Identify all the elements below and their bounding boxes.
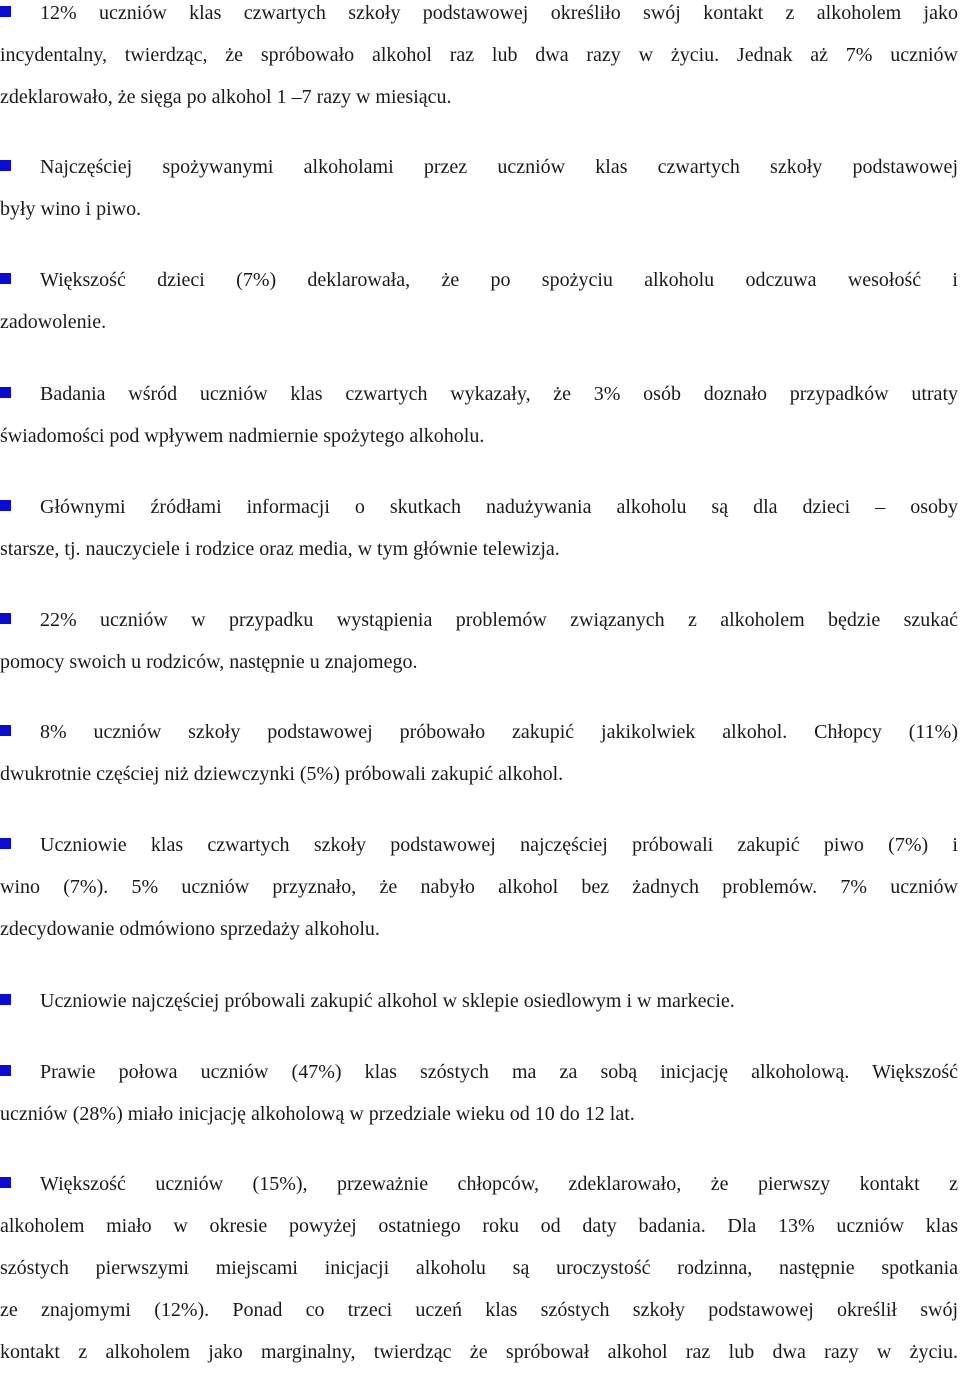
paragraph-5-line-2: starsze, tj. nauczyciele i rodzice oraz media, w tym głównie telewizja. <box>0 538 560 560</box>
square-bullet-icon <box>0 725 11 736</box>
paragraph-11-line-5: kontakt z alkoholem jako marginalny, twierdząc że spróbował alkohol raz lub dwa razy w życiu. <box>0 1341 958 1363</box>
square-bullet-icon <box>0 838 11 849</box>
paragraph-1-line-2: incydentalny, twierdząc, że spróbowało alkohol raz lub dwa razy w życiu. Jednak aż 7% uczniów <box>0 44 958 66</box>
paragraph-line <box>0 259 958 301</box>
paragraph-5 <box>0 486 958 570</box>
paragraph-3-line-1: Większość dzieci (7%) deklarowała, że po spożyciu alkoholu odczuwa wesołość i <box>40 269 958 291</box>
paragraph-3 <box>0 259 958 343</box>
paragraph-line <box>0 599 958 641</box>
square-bullet-icon <box>0 1065 11 1076</box>
paragraph-11-line-4: ze znajomymi (12%). Ponad co trzeci uczeń klas szóstych szkoły podstawowej określił swój <box>0 1299 958 1321</box>
paragraph-10-line-1: Prawie połowa uczniów (47%) klas szóstych ma za sobą inicjację alkoholową. Większość <box>40 1061 958 1083</box>
paragraph-line <box>0 1051 958 1093</box>
paragraph-4-line-2: świadomości pod wpływem nadmiernie spożytego alkoholu. <box>0 425 485 447</box>
paragraph-line <box>0 0 958 34</box>
paragraph-line <box>0 146 958 188</box>
paragraph-1-line-3: zdeklarowało, że sięga po alkohol 1 –7 razy w miesiącu. <box>0 86 452 108</box>
paragraph-6 <box>0 599 958 683</box>
paragraph-4 <box>0 373 958 457</box>
paragraph-2 <box>0 146 958 230</box>
paragraph-7-line-2: dwukrotnie częściej niż dziewczynki (5%) próbowali zakupić alkohol. <box>0 763 564 785</box>
paragraph-6-line-1: 22% uczniów w przypadku wystąpienia problemów związanych z alkoholem będzie szukać <box>40 609 958 631</box>
paragraph-6-line-2: pomocy swoich u rodziców, następnie u znajomego. <box>0 651 418 673</box>
paragraph-5-line-1: Głównymi źródłami informacji o skutkach nadużywania alkoholu są dla dzieci – osoby <box>40 496 958 518</box>
square-bullet-icon <box>0 273 11 284</box>
paragraph-3-line-2: zadowolenie. <box>0 311 107 333</box>
paragraph-line <box>0 373 958 415</box>
paragraph-9-line-1: Uczniowie najczęściej próbowali zakupić alkohol w sklepie osiedlowym i w markecie. <box>40 990 735 1012</box>
paragraph-4-line-1: Badania wśród uczniów klas czwartych wykazały, że 3% osób doznało przypadków utraty <box>40 383 958 405</box>
paragraph-8-line-1: Uczniowie klas czwartych szkoły podstawowej najczęściej próbowali zakupić piwo (7%) i <box>40 834 958 856</box>
paragraph-7-line-1: 8% uczniów szkoły podstawowej próbowało zakupić jakikolwiek alkohol. Chłopcy (11%) <box>40 721 958 743</box>
paragraph-1-line-1: 12% uczniów klas czwartych szkoły podstawowej określiło swój kontakt z alkoholem jako <box>40 2 958 24</box>
square-bullet-icon <box>0 6 11 17</box>
paragraph-8-line-2: wino (7%). 5% uczniów przyznało, że nabyło alkohol bez żadnych problemów. 7% uczniów <box>0 876 958 898</box>
square-bullet-icon <box>0 500 11 511</box>
paragraph-2-line-1: Najczęściej spożywanymi alkoholami przez uczniów klas czwartych szkoły podstawowej <box>40 156 958 178</box>
paragraph-10-line-2: uczniów (28%) miało inicjację alkoholową w przedziale wieku od 10 do 12 lat. <box>0 1103 635 1125</box>
square-bullet-icon <box>0 613 11 624</box>
paragraph-line <box>0 980 958 1022</box>
square-bullet-icon <box>0 994 11 1005</box>
paragraph-7 <box>0 711 958 795</box>
paragraph-10 <box>0 1051 958 1135</box>
paragraph-9 <box>0 980 958 1022</box>
paragraph-line <box>0 1163 958 1205</box>
square-bullet-icon <box>0 160 11 171</box>
paragraph-line <box>0 486 958 528</box>
paragraph-line <box>0 824 958 866</box>
paragraph-11 <box>0 1163 958 1373</box>
paragraph-8-line-3: zdecydowanie odmówiono sprzedaży alkoholu. <box>0 918 380 940</box>
paragraph-11-line-2: alkoholem miało w okresie powyżej ostatniego roku od daty badania. Dla 13% uczniów klas <box>0 1215 958 1237</box>
square-bullet-icon <box>0 1177 11 1188</box>
paragraph-11-line-3: szóstych pierwszymi miejscami inicjacji alkoholu są uroczystość rodzinna, następnie spotkania <box>0 1257 958 1279</box>
paragraph-8 <box>0 824 958 950</box>
square-bullet-icon <box>0 387 11 398</box>
paragraph-line <box>0 711 958 753</box>
paragraph-1 <box>0 0 958 118</box>
paragraph-2-line-2: były wino i piwo. <box>0 198 142 220</box>
paragraph-11-line-1: Większość uczniów (15%), przeważnie chłopców, zdeklarowało, że pierwszy kontakt z <box>40 1173 958 1195</box>
